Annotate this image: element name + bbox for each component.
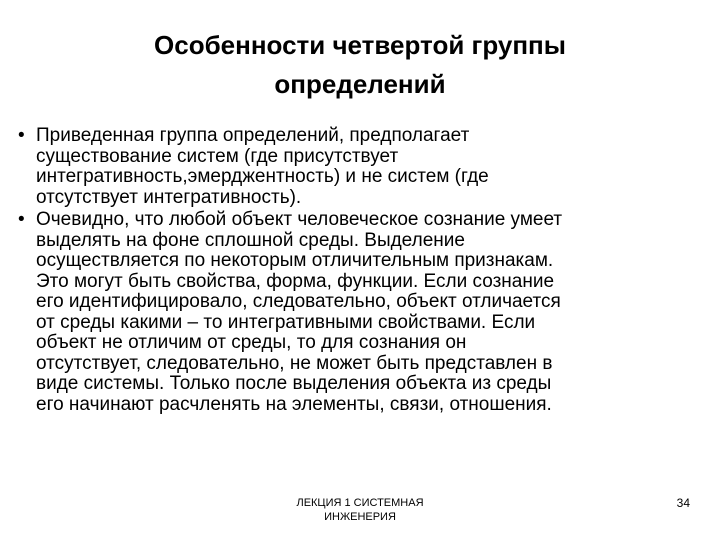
bullet-line: виде системы. Только после выделения объекта из среды bbox=[36, 373, 552, 394]
page-number: 34 bbox=[676, 496, 690, 510]
bullet-line: интегративность,эмерджентность) и не систем (где bbox=[36, 166, 489, 187]
bullet-line: Приведенная группа определений, предполагает bbox=[36, 125, 470, 146]
bullet-line: Очевидно, что любой объект человеческое сознание умеет bbox=[36, 209, 563, 230]
bullet-text bbox=[36, 210, 708, 415]
bullet-line: существование систем (где присутствует bbox=[36, 145, 399, 167]
bullet-line: его начинают расчленять на элементы, связи, отношения. bbox=[36, 393, 552, 415]
bullet-line: отсутствует интегративность). bbox=[36, 186, 302, 208]
slide-title-line: определений bbox=[274, 69, 446, 99]
bullet-line: выделять на фоне сплошной среды. Выделение bbox=[36, 229, 465, 251]
slide-title-line: Особенности четвертой группы bbox=[154, 30, 566, 60]
bullet-line: его идентифицировало, следовательно, объект отличается bbox=[36, 291, 561, 312]
slide-footer bbox=[250, 496, 470, 524]
bullet-line: осуществляется по некоторым отличительным признакам. bbox=[36, 250, 554, 271]
bullet-line: Это могут быть свойства, форма, функции. Если сознание bbox=[36, 270, 555, 292]
bullet-line: объект не отличим от среды, то для сознания он bbox=[36, 332, 467, 353]
bullet-item bbox=[18, 126, 708, 208]
bullet-item bbox=[18, 210, 708, 415]
bullet-line: отсутствует, следовательно, не может быть представлен в bbox=[36, 352, 553, 374]
bullet-marker: • bbox=[18, 209, 25, 230]
bullet-text bbox=[36, 126, 708, 208]
bullet-list bbox=[18, 126, 708, 417]
bullet-marker: • bbox=[18, 125, 25, 146]
footer-line: ИНЖЕНЕРИЯ bbox=[324, 511, 396, 523]
footer-line: ЛЕКЦИЯ 1 СИСТЕМНАЯ bbox=[296, 497, 424, 509]
slide-title bbox=[60, 26, 660, 104]
bullet-line: от среды какими – то интегративными свойствами. Если bbox=[36, 311, 536, 333]
